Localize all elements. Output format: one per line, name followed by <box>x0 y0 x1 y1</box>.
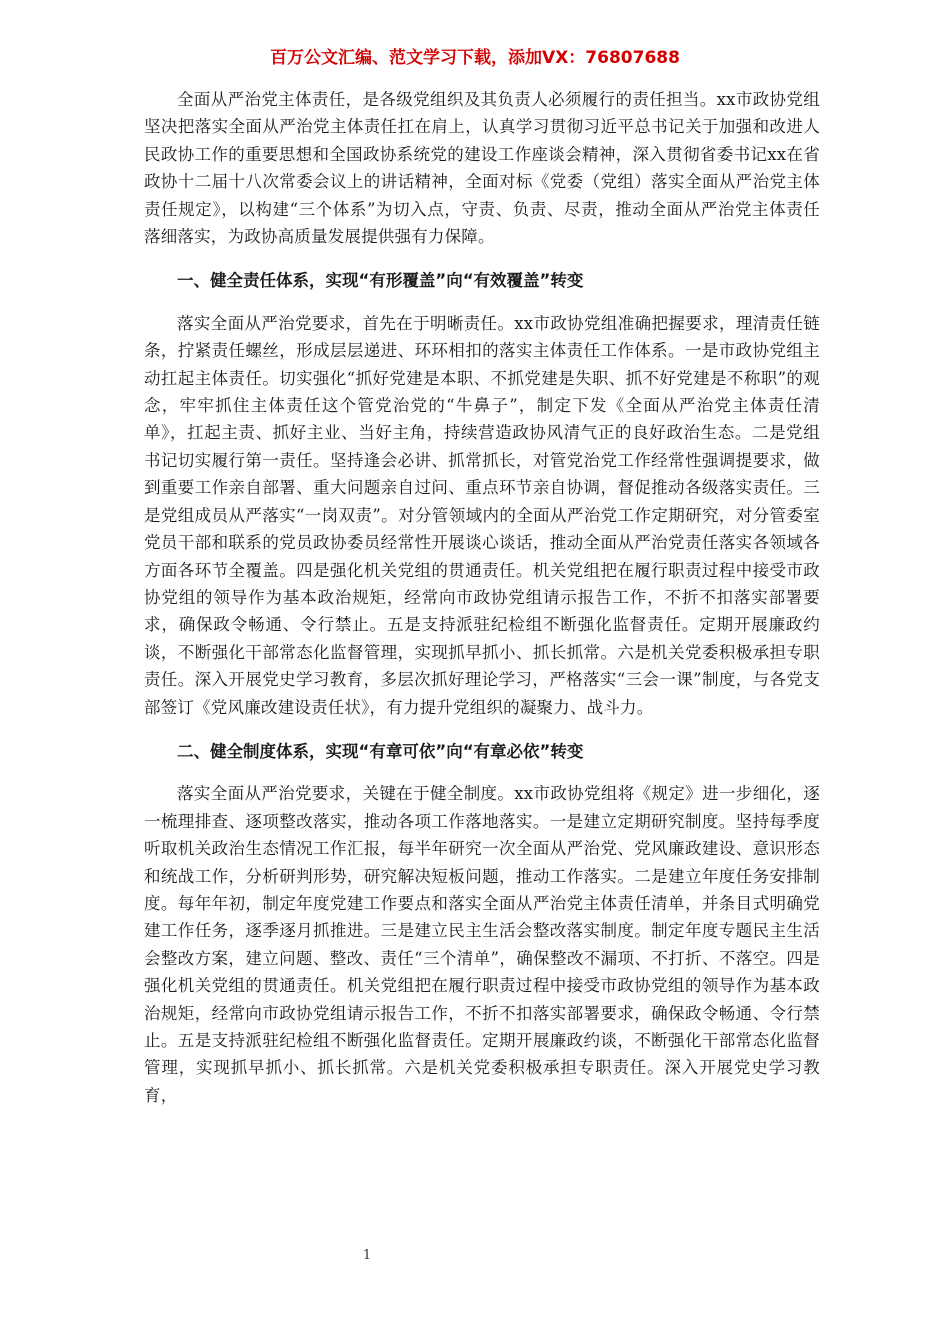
page-number: 1 <box>362 1248 372 1263</box>
section-2-paragraph: 落实全面从严治党要求，关键在于健全制度。xx市政协党组将《规定》进一步细化，逐一梳理排查、逐项整改落实，推动各项工作落地落实。一是建立定期研究制度。坚持每季度听取机关政治生态情况工作汇报，每半年研究一次全面从严治党、党风廉政建设、意识形态和统战工作，分析研判形势，研究解决短板问题，推动工作落实。二是建立年度任务安排制度。每年年初，制定年度党建工作要点和落实全面从严治党主体责任清单，并条目式明确党建工作任务，逐季逐月抓推进。三是建立民主生活会整改落实制度。制定年度专题民主生活会整改方案，建立问题、整改、责任“三个清单”，确保整改不漏项、不打折、不落空。四是强化机关党组的贯通责任。机关党组把在履行职责过程中接受市政协党组的领导作为基本政治规矩，经常向市政协党组请示报告工作，不折不扣落实部署要求，确保政令畅通、令行禁止。五是支持派驻纪检组不断强化监督责任。定期开展廉政约谈，不断强化干部常态化监督管理，实现抓早抓小、抓长抓常。六是机关党委积极承担专职责任。深入开展党史学习教育， <box>144 784 820 1105</box>
section-2-heading: 二、健全制度体系，实现“有章可依”向“有章必依”转变 <box>177 741 584 761</box>
section-1-heading: 一、健全责任体系，实现“有形覆盖”向“有效覆盖”转变 <box>177 271 584 291</box>
intro-paragraph: 全面从严治党主体责任，是各级党组织及其负责人必须履行的责任担当。xx市政协党组坚决把落实全面从严治党主体责任扛在肩上，认真学习贯彻习近平总书记关于加强和改进人民政协工作的重要思想和全国政协系统党的建设工作座谈会精神，深入贯彻省委书记xx在省政协十二届十八次常委会议上的讲话精神，全面对标《党委（党组）落实全面从严治党主体责任规定》，以构建“三个体系”为切入点，守责、负责、尽责，推动全面从严治党主体责任落细落实，为政协高质量发展提供强有力保障。 <box>144 90 820 247</box>
document-body <box>144 86 820 1109</box>
section-1-paragraph: 落实全面从严治党要求，首先在于明晰责任。xx市政协党组准确把握要求，理清责任链条，拧紧责任螺丝，形成层层递进、环环相扣的落实主体责任工作体系。一是市政协党组主动扛起主体责任。切实强化“抓好党建是本职、不抓党建是失职、抓不好党建是不称职”的观念，牢牢抓住主体责任这个管党治党的“牛鼻子”，制定下发《全面从严治党主体责任清单》，扛起主责、抓好主业、当好主角，持续营造政协风清气正的良好政治生态。二是党组书记切实履行第一责任。坚持逢会必讲、抓常抓长，对管党治党工作经常性强调提要求，做到重要工作亲自部署、重大问题亲自过问、重点环节亲自协调，督促推动各级落实责任。三是党组成员从严落实“一岗双责”。对分管领域内的全面从严治党工作定期研究，对分管委室党员干部和联系的党员政协委员经常性开展谈心谈话，推动全面从严治党责任落实各领域各方面各环节全覆盖。四是强化机关党组的贯通责任。机关党组把在履行职责过程中接受市政协党组的领导作为基本政治规矩，经常向市政协党组请示报告工作，不折不扣落实部署要求，确保政令畅通、令行禁止。五是支持派驻纪检组不断强化监督责任。定期开展廉政约谈，不断强化干部常态化监督管理，实现抓早抓小、抓长抓常。六是机关党委积极承担专职责任。深入开展党史学习教育，多层次抓好理论学习，严格落实“三会一课”制度，与各党支部签订《党风廉改建设责任状》，有力提升党组织的凝聚力、战斗力。 <box>144 313 820 717</box>
header-banner: 百万公文汇编、范文学习下载，添加VX：76807688 <box>270 48 680 68</box>
